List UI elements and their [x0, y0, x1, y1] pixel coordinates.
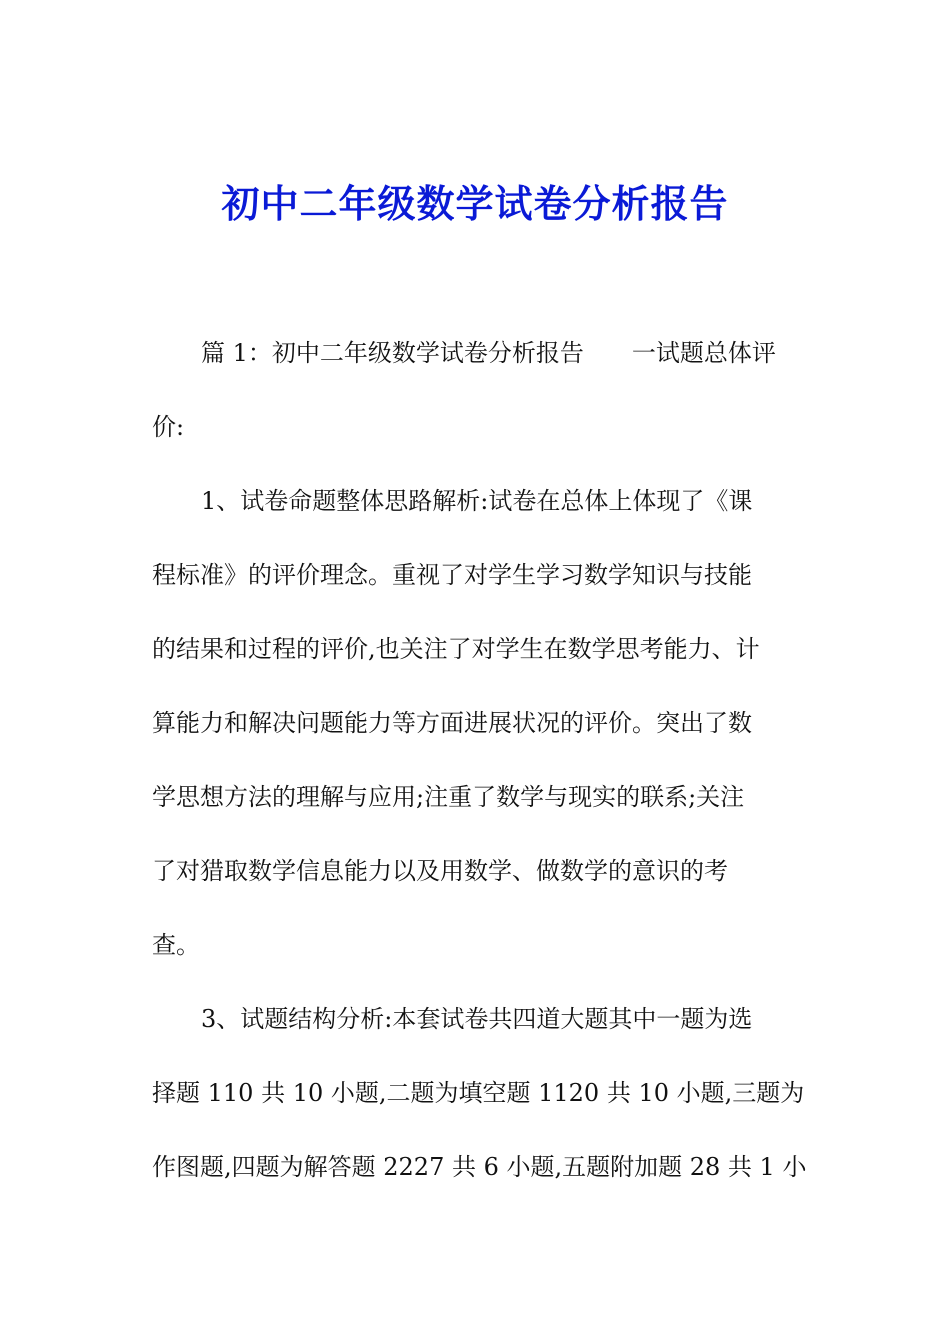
document-title: 初中二年级数学试卷分析报告	[221, 181, 729, 226]
paragraph-line: 了对猎取数学信息能力以及用数学、做数学的意识的考	[152, 857, 728, 885]
paragraph-line: 择题 110 共 10 小题,二题为填空题 1120 共 10 小题,三题为	[152, 1079, 805, 1107]
paragraph-line: 查。	[152, 931, 200, 959]
paragraph-line: 作图题,四题为解答题 2227 共 6 小题,五题附加题 28 共 1 小	[152, 1153, 807, 1181]
paragraph-line: 1、试卷命题整体思路解析:试卷在总体上体现了《课	[201, 487, 753, 515]
paragraph-line: 3、试题结构分析:本套试卷共四道大题其中一题为选	[201, 1005, 753, 1033]
paragraph-line: 篇 1：初中二年级数学试卷分析报告 一试题总体评	[201, 339, 776, 367]
paragraph-line: 学思想方法的理解与应用;注重了数学与现实的联系;关注	[152, 783, 745, 811]
paragraph-line: 价:	[152, 413, 185, 441]
paragraph-line: 的结果和过程的评价,也关注了对学生在数学思考能力、计	[152, 635, 760, 663]
paragraph-line: 程标准》的评价理念。重视了对学生学习数学知识与技能	[152, 561, 752, 589]
paragraph-line: 算能力和解决问题能力等方面进展状况的评价。突出了数	[152, 709, 752, 737]
